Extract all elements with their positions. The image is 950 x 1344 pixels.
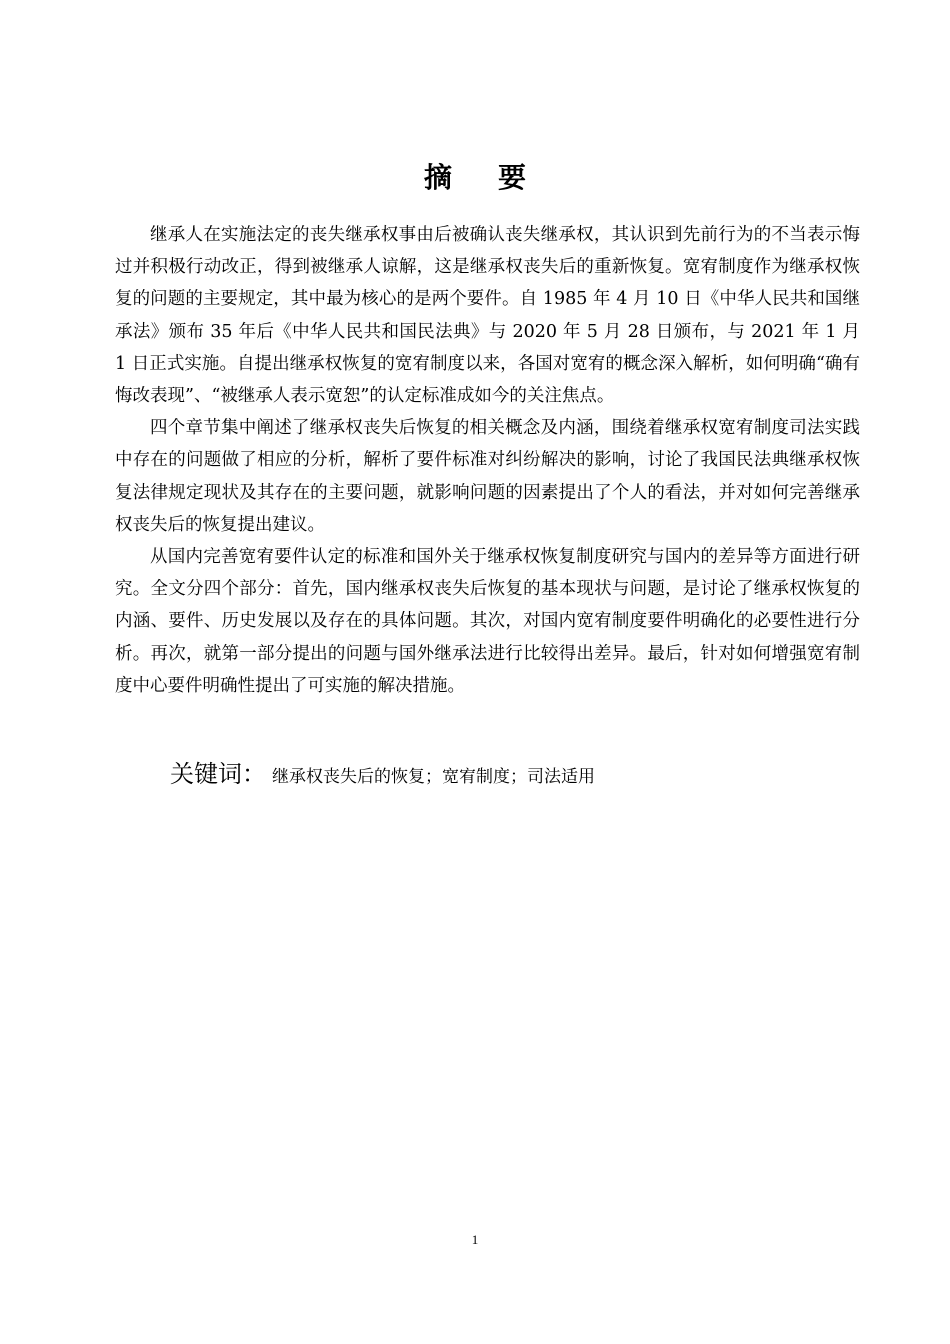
abstract-paragraph-2: 四个章节集中阐述了继承权丧失后恢复的相关概念及内涵，围绕着继承权宽宥制度司法实践中存在的问题做了相应的分析，解析了要件标准对纠纷解决的影响，讨论了我国民法典继承权恢复法律规定现状及其存在的主要问题，就影响问题的因素提出了个人的看法，并对如何完善继承权丧失后的恢复提出建议。 [115,418,860,535]
abstract-paragraph-1: 继承人在实施法定的丧失继承权事由后被确认丧失继承权，其认识到先前行为的不当表示悔过并积极行动改正，得到被继承人谅解，这是继承权丧失后的重新恢复。宽宥制度作为继承权恢复的问题的主要规定，其中最为核心的是两个要件。自 1985 年 4 月 10 日《中华人民共和国继承法》颁布 35 年后《中华人民共和国民法典》与 2020 年 5 月 28 日颁布，与 2021 年 1 月 1 日正式实施。自提出继承权恢复的宽宥制度以来，各国对宽宥的概念深入解析，如何明确“确有悔改表现”、“被继承人表示宽恕”的认定标准成如今的关注焦点。 [115,225,860,407]
keywords-label: 关键词： [170,760,266,788]
abstract-body [115,219,860,702]
keywords-line [170,756,860,795]
page-number: 1 [471,1232,479,1247]
keywords-value: 继承权丧失后的恢复；宽宥制度；司法适用 [272,767,595,787]
abstract-paragraph-3: 从国内完善宽宥要件认定的标准和国外关于继承权恢复制度研究与国内的差异等方面进行研究。全文分四个部分：首先，国内继承权丧失后恢复的基本现状与问题，是讨论了继承权恢复的内涵、要件、历史发展以及存在的具体问题。其次，对国内宽宥制度要件明确化的必要性进行分析。再次，就第一部分提出的问题与国外继承法进行比较得出差异。最后，针对如何增强宽宥制度中心要件明确性提出了可实施的解决措施。 [115,547,860,696]
page-title: 摘要 [423,161,572,194]
